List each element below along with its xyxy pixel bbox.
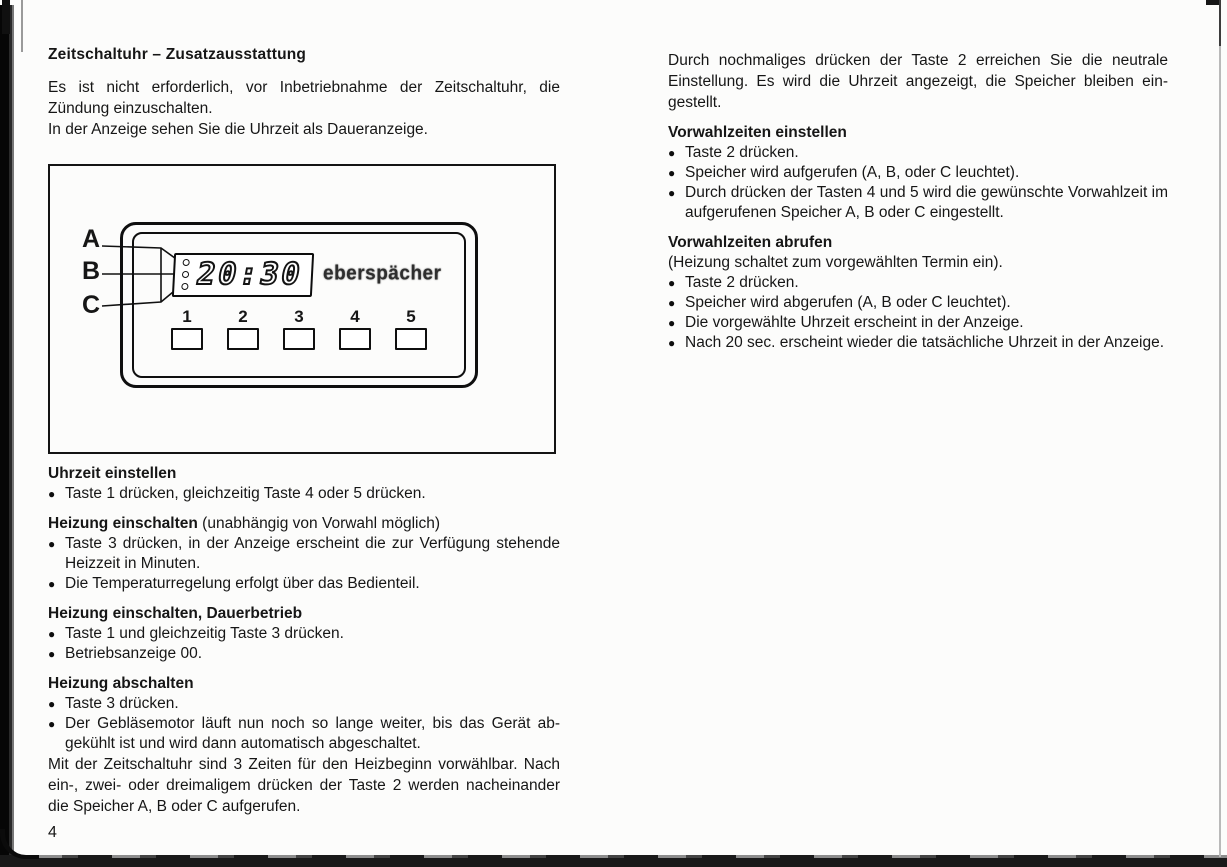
section-heizung-einschalten [48,514,560,594]
list-item [48,714,560,754]
device-button-3 [283,307,315,350]
scan-left-corner-mark [2,0,10,34]
list-item [48,484,560,504]
device-button-4 [339,307,371,350]
intro-paragraph: Es ist nicht erforderlich, vor Inbetriebnahme der Zeitschaltuhr, die Zündung einzuschalten. [48,79,560,117]
bullet-text: Die Temperaturregelung erfolgt über das Bedienteil. [65,575,420,592]
bullet-icon: ● [48,487,56,501]
scan-bottom-edge [0,855,1227,867]
bullet-text: Taste 3 drücken. [65,695,179,712]
device-button-1 [171,307,203,350]
timer-device-figure [48,164,556,454]
section-heading [48,514,560,534]
list-item [668,293,1168,313]
button-4-label: 4 [350,307,360,326]
bullet-icon: ● [48,647,56,661]
list-item [48,694,560,714]
bullet-text: Taste 1 drücken, gleichzeitig Taste 4 oder 5 drücken. [65,485,426,502]
list-item [48,574,560,594]
device-button-5 [395,307,427,350]
bullet-text: Die vorgewählte Uhrzeit erscheint in der Anzeige. [685,314,1024,331]
bullet-icon: ● [668,276,676,290]
led-label-c: C [82,291,101,319]
list-item [668,333,1168,353]
bullet-icon: ● [48,717,56,731]
bullet-text: Durch drücken der Tasten 4 und 5 wird die gewünschte Vorwahlzeit im aufgerufenen Speicher A, B oder C eingestellt. [685,184,1168,221]
heading-text: Heizung abschalten [48,675,194,692]
page-number: 4 [48,824,57,841]
bullet-text: Der Gebläsemotor läuft nun noch so lange weiter, bis das Gerät abgekühlt ist und wird dann automatisch abgeschaltet. [65,715,560,752]
bullet-text: Speicher wird abgerufen (A, B oder C leuchtet). [685,294,1011,311]
closing-paragraph: Mit der Zeitschaltuhr sind 3 Zeiten für den Heizbeginn vorwählbar. Nach ein-, zwei- oder dreimaligem drücken der Taste 2 werden nacheinander die Speicher A, B oder C aufgerufen. [48,756,560,815]
button-2-key [227,328,259,350]
bullet-icon: ● [48,697,56,711]
section-heading [668,123,1168,143]
button-3-label: 3 [294,307,304,326]
button-1-key [171,328,203,350]
section-note: (Heizung schaltet zum vorgewählten Termin ein). [668,254,1003,271]
continuation-paragraph: Durch nochmaliges drücken der Taste 2 erreichen Sie die neutrale Einstellung. Es wird die Uhrzeit angezeigt, die Speicher bleiben eingestellt. [668,52,1168,111]
brand-logo: eberspächer [323,262,442,285]
led-indicator-b [182,271,189,278]
section-heading [668,233,1168,253]
left-column [48,46,560,817]
scan-right-edge [1219,0,1221,857]
button-2-label: 2 [238,307,248,326]
section-heading [48,464,560,484]
button-5-key [395,328,427,350]
list-item [668,143,1168,163]
bullet-icon: ● [668,336,676,350]
section-vorwahlzeiten-einstellen [668,123,1168,223]
bullet-icon: ● [48,537,56,551]
led-label-a: A [82,225,101,253]
bullet-text: Taste 3 drücken, in der Anzeige erscheint die zur Verfügung stehende Heizzeit in Minuten. [65,535,560,572]
intro-paragraph-2: In der Anzeige sehen Sie die Uhrzeit als Daueranzeige. [48,121,428,138]
button-1-label: 1 [182,307,192,326]
section-heading [48,604,560,624]
button-3-key [283,328,315,350]
led-indicator-a [182,259,189,266]
device-button-2 [227,307,259,350]
list-item [668,313,1168,333]
right-column [668,50,1168,353]
list-item [668,163,1168,183]
heading-text: Vorwahlzeiten abrufen [668,234,833,251]
heading-text: Heizung einschalten [48,515,198,532]
section-heading [48,674,560,694]
bullet-text: Taste 2 drücken. [685,274,799,291]
heading-text: Heizung einschalten, Dauerbetrieb [48,605,303,622]
bullet-icon: ● [668,296,676,310]
seven-segment-display [172,253,314,297]
bullet-icon: ● [668,166,676,180]
bullet-text: Betriebsanzeige 00. [65,645,203,662]
led-label-b: B [82,257,101,285]
bullet-icon: ● [48,627,56,641]
led-indicator-c [181,283,188,290]
scan-left-edge [0,5,14,867]
heading-text: Uhrzeit einstellen [48,465,177,482]
list-item [668,183,1168,223]
bullet-text: Taste 2 drücken. [685,144,799,161]
timer-device-bezel [120,222,478,388]
scan-left-thin-line [21,0,23,52]
bullet-icon: ● [668,316,676,330]
section-heizung-abschalten [48,674,560,754]
section-dauerbetrieb [48,604,560,664]
scan-top-right-mark [1206,0,1219,5]
section-vorwahlzeiten-abrufen [668,233,1168,353]
display-time: 20:30 [193,257,306,292]
heading-text: Vorwahlzeiten einstellen [668,124,847,141]
bullet-text: Speicher wird aufgerufen (A, B, oder C leuchtet). [685,164,1020,181]
section-uhrzeit-einstellen [48,464,560,504]
heading-suffix: (unabhängig von Vorwahl möglich) [197,515,440,532]
bullet-icon: ● [48,577,56,591]
bullet-text: Taste 1 und gleichzeitig Taste 3 drücken. [65,625,344,642]
button-4-key [339,328,371,350]
bullet-icon: ● [668,186,676,200]
list-item [668,273,1168,293]
page-title: Zeitschaltuhr – Zusatzausstattung [48,46,307,63]
bullet-icon: ● [668,146,676,160]
bullet-text: Nach 20 sec. erscheint wieder die tatsächliche Uhrzeit in der Anzeige. [685,334,1165,351]
list-item [48,624,560,644]
list-item [48,534,560,574]
list-item [48,644,560,664]
button-5-label: 5 [406,307,416,326]
